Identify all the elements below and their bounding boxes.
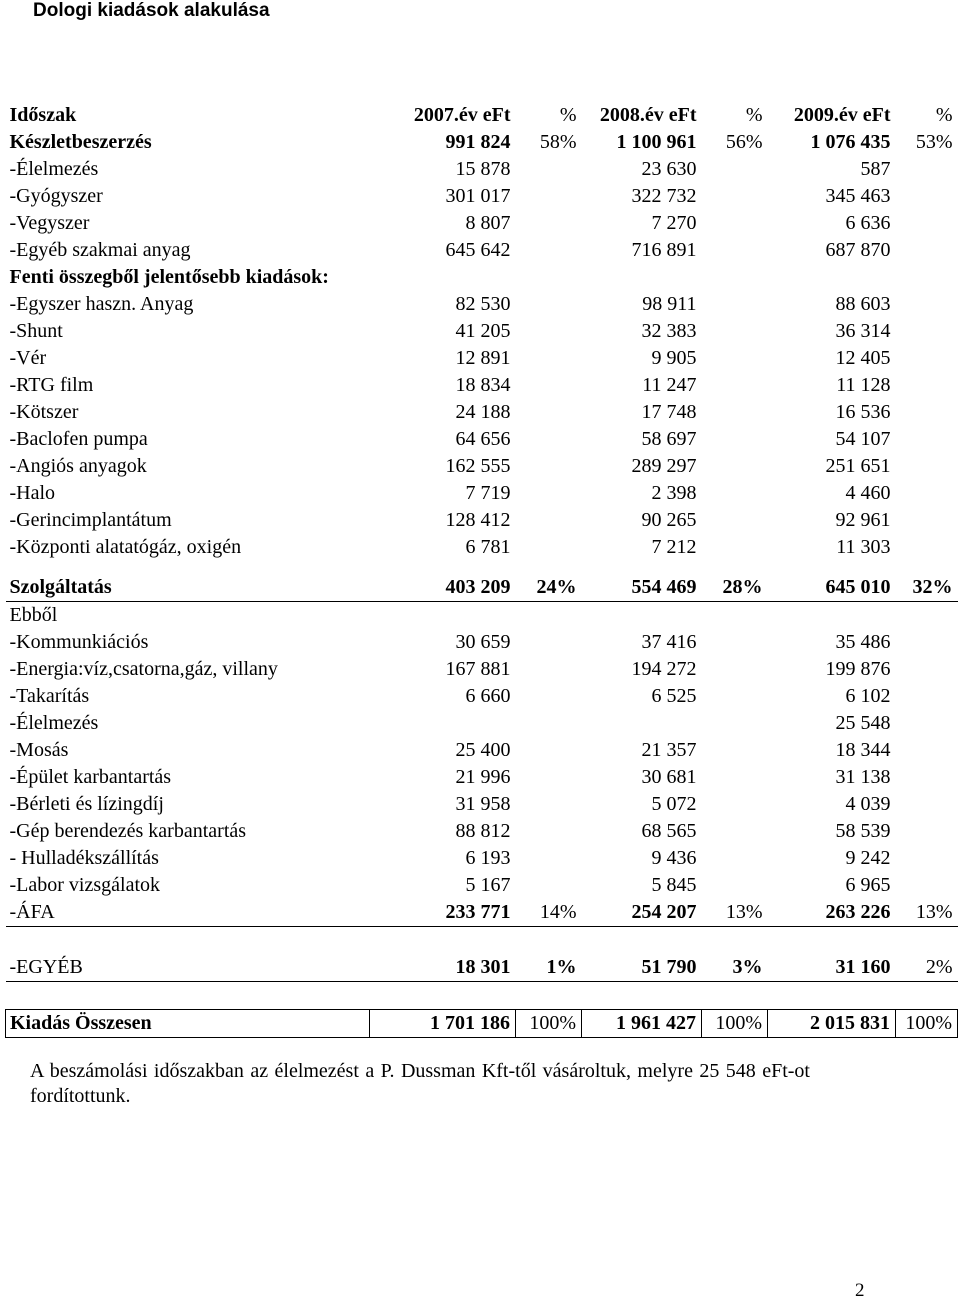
- value-cell: 7 719: [465, 482, 511, 504]
- value-cell: 199 876: [825, 658, 891, 680]
- value-cell: 18 344: [835, 739, 891, 761]
- percent-cell: 2%: [896, 954, 958, 982]
- row-label: -Kötszer: [9, 401, 79, 423]
- footnote: A beszámolási időszakban az élelmezést a P. Dussman Kft-től vásároltuk, melyre 25 548 eFt-ot fordítottunk.: [30, 1060, 810, 1107]
- table-row: [6, 574, 958, 602]
- expense-table: [5, 102, 958, 1038]
- row-label: -Vér: [9, 347, 47, 369]
- column-header: 2009.év eFt: [793, 104, 891, 126]
- percent-cell: [516, 656, 582, 683]
- value-cell: 301 017: [445, 185, 511, 207]
- value-cell: 98 911: [642, 293, 697, 315]
- percent-cell: [702, 264, 768, 291]
- value-cell: 82 530: [455, 293, 511, 315]
- value-cell: 162 555: [445, 455, 511, 477]
- value-cell: 12 405: [835, 347, 891, 369]
- table-row: [6, 629, 958, 656]
- value-cell: 6 193: [465, 847, 511, 869]
- row-label: -Mosás: [9, 739, 69, 761]
- value-cell: 30 659: [455, 631, 511, 653]
- percent-cell: [516, 764, 582, 791]
- value-cell: 35 486: [835, 631, 891, 653]
- percent-cell: 100%: [702, 1010, 768, 1038]
- table-row: [6, 818, 958, 845]
- spacer-row: [6, 927, 958, 955]
- row-label: -Egyszer haszn. Anyag: [9, 293, 194, 315]
- value-cell: 9 905: [651, 347, 697, 369]
- percent-cell: [896, 237, 958, 264]
- value-cell: 18 834: [455, 374, 511, 396]
- percent-cell: [516, 710, 582, 737]
- percent-cell: [896, 318, 958, 345]
- table-row: [6, 480, 958, 507]
- row-label: -Takarítás: [9, 685, 90, 707]
- value-cell: 6 636: [845, 212, 891, 234]
- value-cell: 6 525: [651, 685, 697, 707]
- table-row: [6, 183, 958, 210]
- percent-cell: 1%: [516, 954, 582, 982]
- value-cell: 1 100 961: [616, 131, 697, 153]
- table-row: [6, 453, 958, 480]
- table-row: [6, 899, 958, 927]
- value-cell: 233 771: [370, 899, 516, 927]
- column-header: %: [935, 104, 953, 126]
- percent-cell: [516, 372, 582, 399]
- table-row: [6, 210, 958, 237]
- value-cell: 37 416: [641, 631, 697, 653]
- value-cell: 6 781: [465, 536, 511, 558]
- percent-cell: [702, 237, 768, 264]
- percent-cell: [516, 183, 582, 210]
- percent-cell: 58%: [539, 131, 577, 153]
- percent-cell: [702, 845, 768, 872]
- table-row: [6, 872, 958, 899]
- table-row: [6, 372, 958, 399]
- row-label: Kiadás Összesen: [6, 1010, 370, 1038]
- table-row: [6, 291, 958, 318]
- percent-cell: [702, 426, 768, 453]
- row-label: Ebből: [9, 604, 58, 626]
- value-cell: 5 845: [651, 874, 697, 896]
- value-cell: 90 265: [641, 509, 697, 531]
- column-header: %: [559, 104, 577, 126]
- percent-cell: [702, 764, 768, 791]
- table-row: [6, 683, 958, 710]
- percent-cell: [896, 602, 958, 630]
- value-cell: 68 565: [641, 820, 697, 842]
- value-cell: 645 642: [445, 239, 511, 261]
- percent-cell: [516, 737, 582, 764]
- value-cell: 716 891: [631, 239, 697, 261]
- percent-cell: [896, 845, 958, 872]
- table-row: [6, 129, 958, 156]
- value-cell: [370, 602, 516, 630]
- value-cell: 92 961: [835, 509, 891, 531]
- value-cell: 11 303: [836, 536, 891, 558]
- value-cell: 345 463: [825, 185, 891, 207]
- percent-cell: 53%: [915, 131, 953, 153]
- percent-cell: [896, 426, 958, 453]
- value-cell: 8 807: [465, 212, 511, 234]
- percent-cell: [702, 683, 768, 710]
- percent-cell: [896, 264, 958, 291]
- percent-cell: 24%: [516, 574, 582, 602]
- value-cell: 194 272: [631, 658, 697, 680]
- percent-cell: [516, 237, 582, 264]
- value-cell: 41 205: [455, 320, 511, 342]
- value-cell: 25 548: [835, 712, 891, 734]
- value-cell: 554 469: [582, 574, 702, 602]
- percent-cell: [702, 399, 768, 426]
- table-row: [6, 845, 958, 872]
- value-cell: 5 072: [651, 793, 697, 815]
- percent-cell: 3%: [702, 954, 768, 982]
- value-cell: 11 128: [836, 374, 891, 396]
- value-cell: 4 460: [845, 482, 891, 504]
- percent-cell: [516, 507, 582, 534]
- row-label: -Vegyszer: [9, 212, 90, 234]
- row-label: -Angiós anyagok: [9, 455, 147, 477]
- percent-cell: [896, 683, 958, 710]
- table-row: [6, 534, 958, 561]
- table-row: [6, 656, 958, 683]
- value-cell: [370, 264, 516, 291]
- percent-cell: [516, 210, 582, 237]
- row-label: -Élelmezés: [9, 712, 99, 734]
- percent-cell: [896, 291, 958, 318]
- value-cell: 251 651: [825, 455, 891, 477]
- row-label: -ÁFA: [6, 899, 370, 927]
- value-cell: 254 207: [582, 899, 702, 927]
- percent-cell: 100%: [896, 1010, 958, 1038]
- row-label: Fenti összegből jelentősebb kiadások:: [9, 266, 329, 288]
- row-label: -Egyéb szakmai anyag: [9, 239, 191, 261]
- percent-cell: [896, 210, 958, 237]
- percent-cell: [702, 291, 768, 318]
- percent-cell: [702, 210, 768, 237]
- percent-cell: [896, 764, 958, 791]
- row-label: -Halo: [9, 482, 56, 504]
- table-row: [6, 1010, 958, 1038]
- value-cell: 9 436: [651, 847, 697, 869]
- value-cell: 23 630: [641, 158, 697, 180]
- table-row: [6, 764, 958, 791]
- table-row: [6, 737, 958, 764]
- percent-cell: [896, 710, 958, 737]
- row-label: -Gép berendezés karbantartás: [9, 820, 247, 842]
- row-label: -RTG film: [9, 374, 94, 396]
- value-cell: 16 536: [835, 401, 891, 423]
- table-row: [6, 791, 958, 818]
- value-cell: 403 209: [370, 574, 516, 602]
- value-cell: 6 660: [465, 685, 511, 707]
- percent-cell: [516, 480, 582, 507]
- row-label: -Kommunkiációs: [9, 631, 149, 653]
- percent-cell: [516, 345, 582, 372]
- table-row: [6, 710, 958, 737]
- value-cell: 2 398: [651, 482, 697, 504]
- value-cell: 54 107: [835, 428, 891, 450]
- percent-cell: [702, 791, 768, 818]
- column-header: 2007.év eFt: [413, 104, 511, 126]
- value-cell: [768, 264, 896, 291]
- percent-cell: [702, 737, 768, 764]
- percent-cell: 14%: [516, 899, 582, 927]
- percent-cell: [896, 507, 958, 534]
- value-cell: 88 812: [455, 820, 511, 842]
- value-cell: 7 270: [651, 212, 697, 234]
- percent-cell: [896, 534, 958, 561]
- value-cell: 4 039: [845, 793, 891, 815]
- page-number: 2: [855, 1280, 865, 1301]
- percent-cell: [702, 480, 768, 507]
- row-label: -Épület karbantartás: [9, 766, 172, 788]
- value-cell: 31 138: [835, 766, 891, 788]
- percent-cell: [702, 872, 768, 899]
- value-cell: 58 539: [835, 820, 891, 842]
- percent-cell: [516, 156, 582, 183]
- value-cell: 167 881: [445, 658, 511, 680]
- value-cell: 15 878: [455, 158, 511, 180]
- value-cell: 24 188: [455, 401, 511, 423]
- percent-cell: [896, 629, 958, 656]
- spacer-row: [6, 561, 958, 574]
- row-label: -Központi alatatógáz, oxigén: [9, 536, 242, 558]
- row-label: -Shunt: [9, 320, 63, 342]
- percent-cell: [702, 183, 768, 210]
- value-cell: 25 400: [455, 739, 511, 761]
- value-cell: 2 015 831: [768, 1010, 896, 1038]
- percent-cell: [896, 453, 958, 480]
- row-label: -Labor vizsgálatok: [9, 874, 160, 896]
- table-row: [6, 602, 958, 630]
- percent-cell: [516, 291, 582, 318]
- value-cell: 17 748: [641, 401, 697, 423]
- percent-cell: [516, 453, 582, 480]
- value-cell: 6 965: [845, 874, 891, 896]
- column-header: Időszak: [9, 104, 77, 126]
- table-row: [6, 507, 958, 534]
- value-cell: [582, 264, 702, 291]
- percent-cell: [702, 656, 768, 683]
- percent-cell: [702, 507, 768, 534]
- row-label: -Gerincimplantátum: [9, 509, 172, 531]
- percent-cell: [516, 318, 582, 345]
- percent-cell: [516, 264, 582, 291]
- value-cell: 289 297: [631, 455, 697, 477]
- percent-cell: [516, 791, 582, 818]
- value-cell: 31 160: [768, 954, 896, 982]
- value-cell: 6 102: [845, 685, 891, 707]
- row-label: -Élelmezés: [9, 158, 99, 180]
- percent-cell: [702, 453, 768, 480]
- value-cell: 1 961 427: [582, 1010, 702, 1038]
- column-header: %: [745, 104, 763, 126]
- value-cell: 1 701 186: [370, 1010, 516, 1038]
- value-cell: 9 242: [845, 847, 891, 869]
- value-cell: 991 824: [445, 131, 511, 153]
- percent-cell: [516, 399, 582, 426]
- table-row: [6, 954, 958, 982]
- percent-cell: 13%: [702, 899, 768, 927]
- percent-cell: [516, 818, 582, 845]
- percent-cell: [702, 710, 768, 737]
- percent-cell: [702, 318, 768, 345]
- percent-cell: [702, 372, 768, 399]
- percent-cell: 13%: [896, 899, 958, 927]
- table-row: [6, 264, 958, 291]
- row-label: -Bérleti és lízingdíj: [9, 793, 164, 815]
- value-cell: 12 891: [455, 347, 511, 369]
- percent-cell: [896, 399, 958, 426]
- percent-cell: [702, 629, 768, 656]
- row-label: Szolgáltatás: [6, 574, 370, 602]
- value-cell: 11 247: [642, 374, 697, 396]
- value-cell: [370, 710, 516, 737]
- table-row: [6, 156, 958, 183]
- value-cell: 30 681: [641, 766, 697, 788]
- percent-cell: [896, 183, 958, 210]
- percent-cell: [896, 156, 958, 183]
- value-cell: 687 870: [825, 239, 891, 261]
- value-cell: 322 732: [631, 185, 697, 207]
- percent-cell: [516, 602, 582, 630]
- percent-cell: [896, 791, 958, 818]
- value-cell: [582, 710, 702, 737]
- column-header: 2008.év eFt: [599, 104, 697, 126]
- percent-cell: [702, 818, 768, 845]
- value-cell: 58 697: [641, 428, 697, 450]
- table-row: [6, 318, 958, 345]
- value-cell: 7 212: [651, 536, 697, 558]
- table-header-row: [6, 102, 958, 129]
- percent-cell: 28%: [702, 574, 768, 602]
- value-cell: 1 076 435: [810, 131, 891, 153]
- row-label: -EGYÉB: [6, 954, 370, 982]
- percent-cell: [896, 818, 958, 845]
- spacer-row: [6, 982, 958, 1010]
- percent-cell: 100%: [516, 1010, 582, 1038]
- percent-cell: [516, 872, 582, 899]
- value-cell: [582, 602, 702, 630]
- percent-cell: [896, 372, 958, 399]
- percent-cell: [896, 737, 958, 764]
- table-row: [6, 426, 958, 453]
- row-label: -Energia:víz,csatorna,gáz, villany: [9, 658, 278, 680]
- row-label: Készletbeszerzés: [9, 131, 152, 153]
- percent-cell: [702, 602, 768, 630]
- percent-cell: [516, 534, 582, 561]
- value-cell: 645 010: [768, 574, 896, 602]
- percent-cell: 56%: [725, 131, 763, 153]
- value-cell: 32 383: [641, 320, 697, 342]
- percent-cell: [516, 845, 582, 872]
- row-label: - Hulladékszállítás: [9, 847, 159, 869]
- percent-cell: [516, 629, 582, 656]
- value-cell: 64 656: [455, 428, 511, 450]
- percent-cell: [516, 683, 582, 710]
- row-label: -Baclofen pumpa: [9, 428, 148, 450]
- value-cell: 36 314: [835, 320, 891, 342]
- percent-cell: [702, 345, 768, 372]
- value-cell: 21 357: [641, 739, 697, 761]
- percent-cell: [702, 156, 768, 183]
- value-cell: 263 226: [768, 899, 896, 927]
- percent-cell: [896, 480, 958, 507]
- row-label: -Gyógyszer: [9, 185, 103, 207]
- table-row: [6, 345, 958, 372]
- table-row: [6, 399, 958, 426]
- percent-cell: 32%: [896, 574, 958, 602]
- percent-cell: [896, 345, 958, 372]
- percent-cell: [702, 534, 768, 561]
- value-cell: 5 167: [465, 874, 511, 896]
- value-cell: 31 958: [455, 793, 511, 815]
- value-cell: 128 412: [445, 509, 511, 531]
- table-row: [6, 237, 958, 264]
- value-cell: 18 301: [370, 954, 516, 982]
- percent-cell: [896, 656, 958, 683]
- value-cell: [768, 602, 896, 630]
- percent-cell: [896, 872, 958, 899]
- value-cell: 51 790: [582, 954, 702, 982]
- page-title: Dologi kiadások alakulása: [33, 0, 270, 21]
- value-cell: 587: [860, 158, 891, 180]
- value-cell: 21 996: [455, 766, 511, 788]
- value-cell: 88 603: [835, 293, 891, 315]
- percent-cell: [516, 426, 582, 453]
